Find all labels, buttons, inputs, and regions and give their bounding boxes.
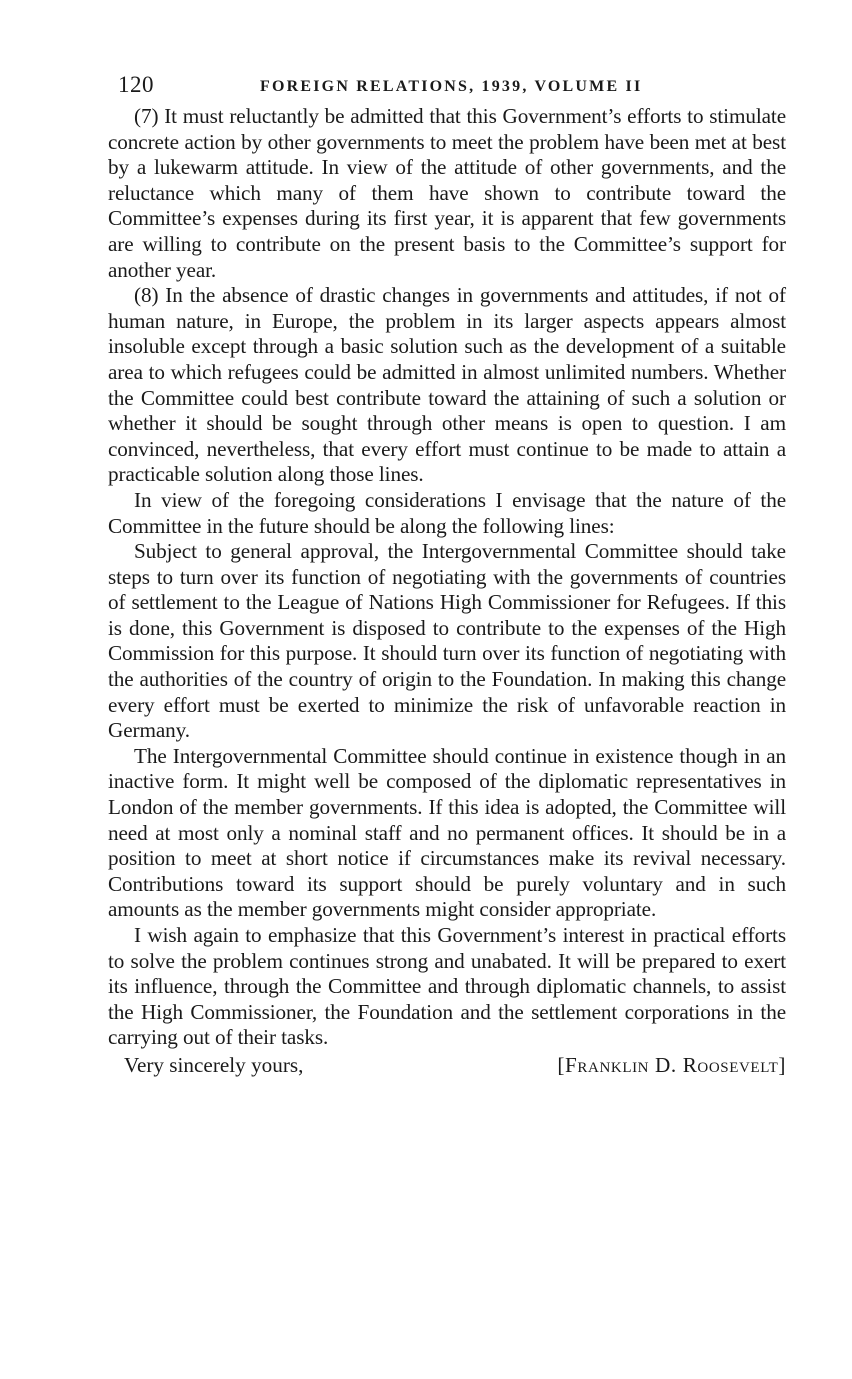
complimentary-close: Very sincerely yours,: [124, 1052, 304, 1077]
page-header: [108, 70, 786, 104]
letter-closing: [108, 1053, 786, 1083]
paragraph-8: (8) In the absence of drastic changes in governments and attitudes, if not of human nature, in Europe, the problem in its larger aspects appears almost insoluble except through a basic solution such as the development of a suitable area to which refugees could be admitted in almost unlimited numbers. Whether the Committee could best contribute toward the attaining of such a solution or whether it should be sought through other means is open to question. I am convinced, nevertheless, that every effort must continue to be made to attain a practicable solution along those lines.: [108, 283, 786, 487]
signature: [Franklin D. Roosevelt]: [557, 1052, 786, 1077]
page-number: 120: [118, 72, 154, 97]
running-head: FOREIGN RELATIONS, 1939, VOLUME II: [260, 78, 643, 95]
paragraph-committee-continuance: The Intergovernmental Committee should continue in existence though in an inactive form. It might well be composed of the diplomatic representatives in London of the member governments. If this idea is adopted, the Committee will need at most only a nominal staff and no permanent offices. It should be in a position to meet at short notice if circumstances make its revival necessary. Contributions toward its support should be purely voluntary and in such amounts as the member governments might consider appropriate.: [108, 743, 786, 922]
letter-body: [108, 104, 786, 1051]
paragraph-subject-to-approval: Subject to general approval, the Intergovernmental Committee should take steps to turn over its function of negotiating with the governments of countries of settlement to the League of Nations High Commissioner for Refugees. If this is done, this Government is disposed to contribute to the expenses of the High Commission for this purpose. It should turn over its function of negotiating with the authorities of the country of origin to the Foundation. In making this change every effort must be exerted to minimize the risk of unfavorable reaction in Germany.: [108, 539, 786, 743]
document-page: [108, 70, 786, 1083]
paragraph-considerations: In view of the foregoing considerations I envisage that the nature of the Committee in the future should be along the following lines:: [108, 487, 786, 538]
paragraph-emphasis: I wish again to emphasize that this Government’s interest in practical efforts to solve the problem continues strong and unabated. It will be prepared to exert its influence, through the Committee and through diplomatic channels, to assist the High Commissioner, the Foundation and the settlement corporations in the carrying out of their tasks.: [108, 923, 786, 1050]
paragraph-7: (7) It must reluctantly be admitted that this Government’s efforts to stimulate concrete action by other governments to meet the problem have been met at best by a lukewarm attitude. In view of the attitude of other governments, and the reluctance which many of them have shown to contribute toward the Committee’s expenses during its first year, it is apparent that few governments are willing to contribute on the present basis to the Committee’s support for another year.: [108, 104, 786, 282]
